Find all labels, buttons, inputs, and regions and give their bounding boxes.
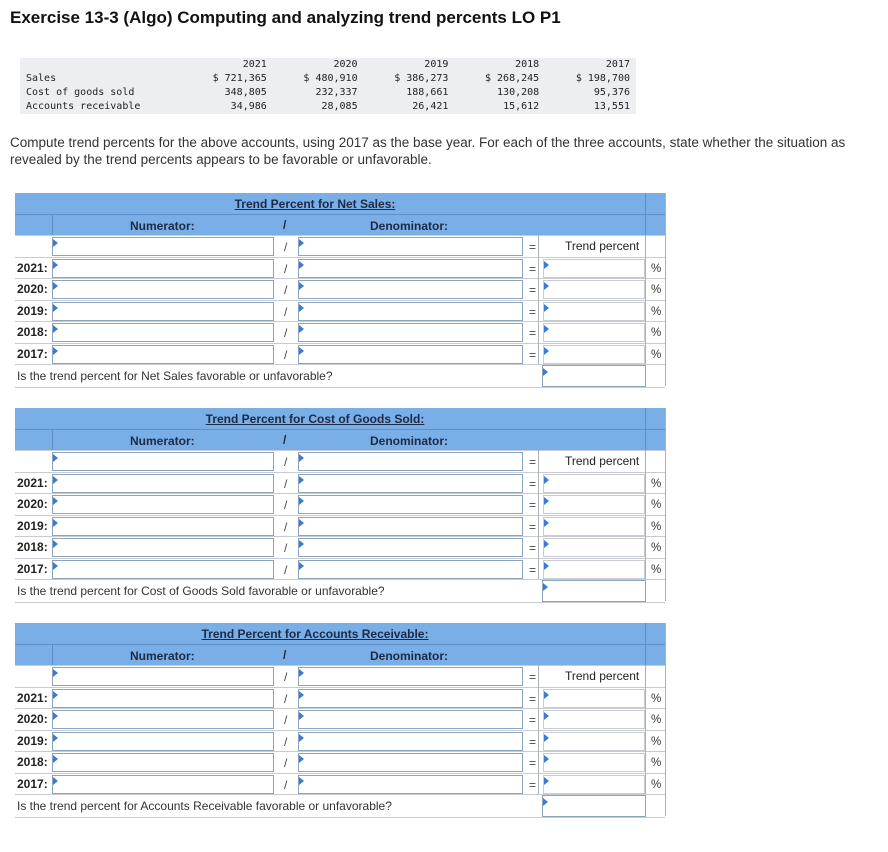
denominator-input[interactable] xyxy=(298,560,523,579)
equals-symbol: = xyxy=(529,326,537,340)
numerator-header: Numerator: xyxy=(130,649,195,663)
denominator-input[interactable] xyxy=(298,538,523,557)
column-divider xyxy=(645,429,646,450)
denominator-input[interactable] xyxy=(298,280,523,299)
trend-percent-input[interactable] xyxy=(543,474,645,493)
section-title: Trend Percent for Cost of Goods Sold: xyxy=(205,412,425,426)
numerator-input[interactable] xyxy=(52,710,274,729)
trend-percent-input[interactable] xyxy=(543,753,645,772)
slash-symbol: / xyxy=(284,756,288,770)
numerator-input[interactable] xyxy=(52,560,274,579)
percent-symbol: % xyxy=(651,263,662,275)
equals-symbol: = xyxy=(529,520,537,534)
cell: 13,551 xyxy=(593,101,630,112)
slash-symbol: / xyxy=(284,240,288,254)
percent-symbol: % xyxy=(651,499,662,511)
equals-symbol: = xyxy=(529,778,537,792)
year-row xyxy=(15,730,665,752)
numerator-input[interactable] xyxy=(52,474,274,493)
equals-symbol: = xyxy=(529,692,537,706)
numerator-header: Numerator: xyxy=(130,219,195,233)
cell: 34,986 xyxy=(230,101,267,112)
question-row xyxy=(15,794,665,818)
column-divider xyxy=(645,193,646,214)
equals-symbol: = xyxy=(529,240,537,254)
numerator-input[interactable] xyxy=(52,538,274,557)
section-title: Trend Percent for Accounts Receivable: xyxy=(201,627,429,641)
slash-symbol: / xyxy=(284,477,288,491)
section-title-bar xyxy=(15,193,665,214)
trend-percent-header: Trend percent xyxy=(565,454,640,468)
row-label: Sales xyxy=(26,73,57,84)
year-label: 2021: xyxy=(17,691,48,705)
year-row xyxy=(15,708,665,730)
equals-symbol: = xyxy=(529,283,537,297)
instructions-text: Compute trend percents for the above accounts, using 2017 as the base year. For each of the three accounts, state whether the situation as revealed by the trend percents appears to be favorable or unfavorable. xyxy=(10,135,846,167)
cell: 28,085 xyxy=(321,101,358,112)
cell: $ 721,365 xyxy=(212,73,267,84)
column-divider xyxy=(645,214,646,235)
slash-symbol: / xyxy=(284,778,288,792)
slash-symbol: / xyxy=(284,326,288,340)
page-title: Exercise 13-3 (Algo) Computing and analyzing trend percents LO P1 xyxy=(10,8,561,27)
numerator-input[interactable] xyxy=(52,732,274,751)
year-label: 2019: xyxy=(17,304,48,318)
section-title-bar xyxy=(15,623,665,644)
section-title-bar xyxy=(15,408,665,429)
trend-percent-input[interactable] xyxy=(543,302,645,321)
trend-percent-input[interactable] xyxy=(543,517,645,536)
slash-symbol: / xyxy=(284,520,288,534)
slash-symbol: / xyxy=(284,455,288,469)
year-row xyxy=(15,300,665,322)
column-header-bar xyxy=(15,214,665,236)
year-row xyxy=(15,751,665,773)
year-label: 2020: xyxy=(17,282,48,296)
year-row xyxy=(15,515,665,537)
numerator-input[interactable] xyxy=(52,517,274,536)
favorability-question: Is the trend percent for Cost of Goods Sold favorable or unfavorable? xyxy=(17,584,385,598)
favorability-select[interactable] xyxy=(542,795,646,817)
percent-symbol: % xyxy=(651,779,662,791)
denominator-input[interactable] xyxy=(298,775,523,794)
numerator-input[interactable] xyxy=(52,452,274,471)
percent-symbol: % xyxy=(651,564,662,576)
denominator-header: Denominator: xyxy=(370,649,448,663)
cell: 188,661 xyxy=(406,87,449,98)
trend-percent-input[interactable] xyxy=(543,710,645,729)
percent-symbol: % xyxy=(651,349,662,361)
percent-symbol: % xyxy=(651,757,662,769)
numerator-input[interactable] xyxy=(52,775,274,794)
slash-symbol: / xyxy=(284,498,288,512)
formula-row xyxy=(15,235,665,257)
section-accounts-receivable xyxy=(15,623,665,818)
numerator-input[interactable] xyxy=(52,302,274,321)
slash-symbol: / xyxy=(284,670,288,684)
account-data-table xyxy=(20,58,636,114)
denominator-input[interactable] xyxy=(298,732,523,751)
denominator-input[interactable] xyxy=(298,474,523,493)
equals-symbol: = xyxy=(529,735,537,749)
section-cogs xyxy=(15,408,665,603)
grid-line xyxy=(665,623,666,816)
year-header: 2017 xyxy=(605,59,630,70)
percent-symbol: % xyxy=(651,714,662,726)
denominator-input[interactable] xyxy=(298,345,523,364)
trend-percent-header: Trend percent xyxy=(565,669,640,683)
slash-header: / xyxy=(283,433,287,447)
grid-line xyxy=(665,408,666,601)
cell: $ 480,910 xyxy=(303,73,358,84)
percent-symbol: % xyxy=(651,542,662,554)
equals-symbol: = xyxy=(529,348,537,362)
year-label: 2018: xyxy=(17,540,48,554)
denominator-input[interactable] xyxy=(298,689,523,708)
question-row xyxy=(15,579,665,603)
grid-line xyxy=(538,665,539,795)
trend-percent-input[interactable] xyxy=(543,259,645,278)
year-label: 2018: xyxy=(17,755,48,769)
percent-symbol: % xyxy=(651,693,662,705)
cell: $ 198,700 xyxy=(575,73,630,84)
slash-symbol: / xyxy=(284,283,288,297)
equals-symbol: = xyxy=(529,541,537,555)
denominator-input[interactable] xyxy=(298,517,523,536)
formula-row xyxy=(15,665,665,687)
sales-row xyxy=(20,72,636,86)
section-net-sales xyxy=(15,193,665,388)
numerator-input[interactable] xyxy=(52,689,274,708)
cell: 26,421 xyxy=(412,101,449,112)
column-divider xyxy=(645,623,646,644)
numerator-input[interactable] xyxy=(52,667,274,686)
numerator-input[interactable] xyxy=(52,345,274,364)
equals-symbol: = xyxy=(529,305,537,319)
trend-percent-input[interactable] xyxy=(543,495,645,514)
year-label: 2018: xyxy=(17,325,48,339)
denominator-input[interactable] xyxy=(298,323,523,342)
slash-header: / xyxy=(283,648,287,662)
equals-symbol: = xyxy=(529,477,537,491)
denominator-header: Denominator: xyxy=(370,434,448,448)
cell: 232,337 xyxy=(315,87,358,98)
denominator-header: Denominator: xyxy=(370,219,448,233)
denominator-input[interactable] xyxy=(298,753,523,772)
year-row xyxy=(15,343,665,365)
cell: 130,208 xyxy=(497,87,540,98)
slash-header: / xyxy=(283,218,287,232)
grid-line xyxy=(538,450,539,580)
denominator-input[interactable] xyxy=(298,495,523,514)
denominator-input[interactable] xyxy=(298,452,523,471)
year-label: 2017: xyxy=(17,777,48,791)
slash-symbol: / xyxy=(284,692,288,706)
year-row xyxy=(15,558,665,580)
year-label: 2021: xyxy=(17,261,48,275)
year-header: 2020 xyxy=(333,59,358,70)
year-row xyxy=(15,687,665,709)
cell: $ 386,273 xyxy=(394,73,449,84)
year-label: 2021: xyxy=(17,476,48,490)
numerator-header: Numerator: xyxy=(130,434,195,448)
year-header: 2019 xyxy=(424,59,449,70)
denominator-input[interactable] xyxy=(298,302,523,321)
row-label: Accounts receivable xyxy=(26,101,141,112)
year-header: 2021 xyxy=(242,59,267,70)
cell: 15,612 xyxy=(503,101,540,112)
trend-percent-input[interactable] xyxy=(543,775,645,794)
equals-symbol: = xyxy=(529,756,537,770)
numerator-input[interactable] xyxy=(52,495,274,514)
percent-symbol: % xyxy=(651,521,662,533)
trend-percent-header: Trend percent xyxy=(565,239,640,253)
column-header-bar xyxy=(15,644,665,666)
percent-symbol: % xyxy=(651,327,662,339)
slash-symbol: / xyxy=(284,262,288,276)
year-row xyxy=(15,472,665,494)
grid-line xyxy=(538,235,539,365)
denominator-input[interactable] xyxy=(298,710,523,729)
favorability-question: Is the trend percent for Net Sales favorable or unfavorable? xyxy=(17,369,333,383)
equals-symbol: = xyxy=(529,498,537,512)
cell: $ 268,245 xyxy=(485,73,540,84)
numerator-input[interactable] xyxy=(52,323,274,342)
slash-symbol: / xyxy=(284,348,288,362)
slash-symbol: / xyxy=(284,305,288,319)
column-divider xyxy=(52,214,53,235)
denominator-input[interactable] xyxy=(298,237,523,256)
percent-symbol: % xyxy=(651,284,662,296)
percent-symbol: % xyxy=(651,478,662,490)
trend-percent-input[interactable] xyxy=(543,560,645,579)
formula-row xyxy=(15,450,665,472)
trend-percent-input[interactable] xyxy=(543,323,645,342)
equals-symbol: = xyxy=(529,455,537,469)
year-label: 2017: xyxy=(17,347,48,361)
year-row xyxy=(15,257,665,279)
numerator-input[interactable] xyxy=(52,259,274,278)
year-row xyxy=(15,536,665,558)
year-header: 2018 xyxy=(515,59,540,70)
column-divider xyxy=(645,644,646,665)
denominator-input[interactable] xyxy=(298,259,523,278)
trend-percent-input[interactable] xyxy=(543,538,645,557)
slash-symbol: / xyxy=(284,563,288,577)
percent-symbol: % xyxy=(651,306,662,318)
grid-line xyxy=(665,193,666,386)
column-header-bar xyxy=(15,429,665,451)
equals-symbol: = xyxy=(529,713,537,727)
column-divider xyxy=(52,429,53,450)
numerator-input[interactable] xyxy=(52,237,274,256)
column-divider xyxy=(645,408,646,429)
year-row xyxy=(15,773,665,795)
year-label: 2019: xyxy=(17,519,48,533)
year-header-row xyxy=(20,58,636,72)
numerator-input[interactable] xyxy=(52,753,274,772)
favorability-question: Is the trend percent for Accounts Receivable favorable or unfavorable? xyxy=(17,799,392,813)
column-divider xyxy=(52,644,53,665)
numerator-input[interactable] xyxy=(52,280,274,299)
favorability-select[interactable] xyxy=(542,365,646,387)
question-row xyxy=(15,364,665,388)
year-label: 2020: xyxy=(17,497,48,511)
favorability-select[interactable] xyxy=(542,580,646,602)
slash-symbol: / xyxy=(284,735,288,749)
cogs-row xyxy=(20,86,636,100)
equals-symbol: = xyxy=(529,262,537,276)
slash-symbol: / xyxy=(284,541,288,555)
row-label: Cost of goods sold xyxy=(26,87,135,98)
cell: 95,376 xyxy=(593,87,630,98)
year-row xyxy=(15,493,665,515)
trend-percent-input[interactable] xyxy=(543,345,645,364)
year-label: 2019: xyxy=(17,734,48,748)
ar-row xyxy=(20,100,636,114)
section-title: Trend Percent for Net Sales: xyxy=(234,197,396,211)
year-label: 2017: xyxy=(17,562,48,576)
trend-percent-input[interactable] xyxy=(543,280,645,299)
slash-symbol: / xyxy=(284,713,288,727)
percent-symbol: % xyxy=(651,736,662,748)
year-row xyxy=(15,321,665,343)
denominator-input[interactable] xyxy=(298,667,523,686)
equals-symbol: = xyxy=(529,563,537,577)
equals-symbol: = xyxy=(529,670,537,684)
year-row xyxy=(15,278,665,300)
cell: 348,805 xyxy=(224,87,267,98)
trend-percent-input[interactable] xyxy=(543,689,645,708)
year-label: 2020: xyxy=(17,712,48,726)
trend-percent-input[interactable] xyxy=(543,732,645,751)
